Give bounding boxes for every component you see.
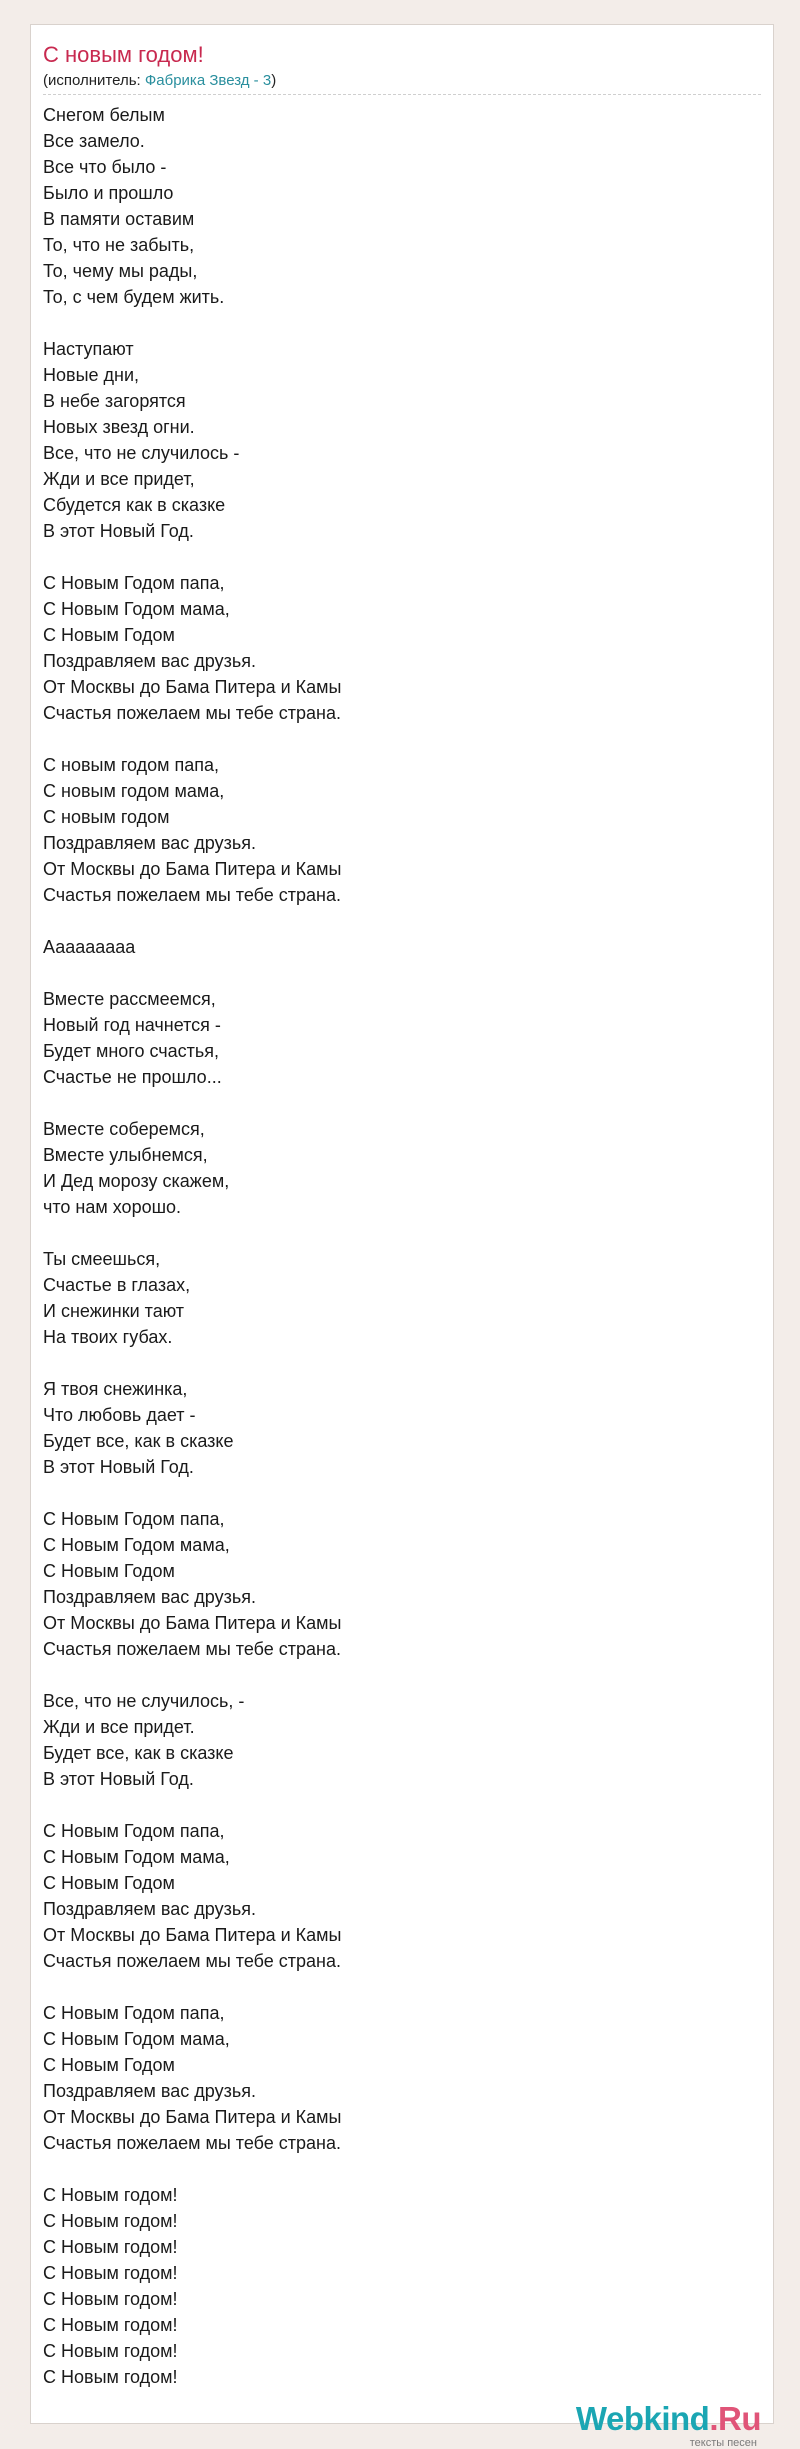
lyric-line: С Новым Годом мама,	[43, 2029, 230, 2049]
lyric-line: С Новым годом!	[43, 2237, 178, 2257]
lyrics-stanza	[43, 1688, 342, 1792]
lyric-line: Поздравляем вас друзья.	[43, 2081, 256, 2101]
lyrics-stanza	[43, 102, 342, 310]
lyric-line: Счастья пожелаем мы тебе страна.	[43, 1639, 341, 1659]
lyrics-stanza	[43, 752, 342, 908]
lyric-line: Жди и все придет.	[43, 1717, 195, 1737]
lyric-line: Счастье не прошло...	[43, 1067, 222, 1087]
lyric-line: Все, что не случилось, -	[43, 1691, 245, 1711]
lyric-line: Будет все, как в сказке	[43, 1431, 234, 1451]
lyric-line: Все, что не случилось -	[43, 443, 240, 463]
lyric-line: То, чему мы рады,	[43, 261, 198, 281]
lyric-line: С Новым годом!	[43, 2211, 178, 2231]
lyric-line: От Москвы до Бама Питера и Камы	[43, 1925, 342, 1945]
artist-line	[43, 72, 276, 90]
lyric-line: Вместе улыбнемся,	[43, 1145, 208, 1165]
lyrics-stanza	[43, 2182, 342, 2390]
lyric-line: В этот Новый Год.	[43, 521, 194, 541]
lyric-line: Я твоя снежинка,	[43, 1379, 188, 1399]
lyric-line: С Новым Годом	[43, 2055, 175, 2075]
lyric-line: В памяти оставим	[43, 209, 195, 229]
lyric-line: В этот Новый Год.	[43, 1457, 194, 1477]
lyric-line: С Новым годом!	[43, 2315, 178, 2335]
song-title: С новым годом!	[43, 42, 204, 67]
artist-link[interactable]: Фабрика Звезд - 3	[144, 72, 272, 89]
lyric-line: С Новым Годом мама,	[43, 599, 230, 619]
lyric-line: И снежинки тают	[43, 1301, 185, 1321]
lyric-line: С Новым Годом папа,	[43, 573, 225, 593]
lyric-line: Счастья пожелаем мы тебе страна.	[43, 1951, 341, 1971]
lyric-line: С Новым Годом папа,	[43, 2003, 225, 2023]
lyric-line: Вместе соберемся,	[43, 1119, 205, 1139]
lyric-line: Поздравляем вас друзья.	[43, 1587, 256, 1607]
lyric-line: В небе загорятся	[43, 391, 186, 411]
lyrics-stanza	[43, 2000, 342, 2156]
lyric-line: То, с чем будем жить.	[43, 287, 225, 307]
lyric-line: Поздравляем вас друзья.	[43, 651, 256, 671]
lyrics-stanza	[43, 1116, 342, 1220]
lyrics-body	[43, 102, 342, 2390]
logo-brand	[576, 2401, 761, 2437]
lyric-line: С новым годом	[43, 807, 170, 827]
logo-brand-main: Webkind	[575, 2400, 710, 2437]
artist-suffix: )	[271, 72, 277, 89]
lyric-line: С Новым годом!	[43, 2185, 178, 2205]
lyric-line: Поздравляем вас друзья.	[43, 833, 256, 853]
lyric-line: Было и прошло	[43, 183, 174, 203]
logo-tagline: тексты песен	[689, 2437, 757, 2449]
lyric-line: То, что не забыть,	[43, 235, 195, 255]
lyric-line: От Москвы до Бама Питера и Камы	[43, 1613, 342, 1633]
lyric-line: От Москвы до Бама Питера и Камы	[43, 859, 342, 879]
lyrics-stanza	[43, 986, 342, 1090]
title-divider	[43, 94, 761, 95]
lyric-line: Счастья пожелаем мы тебе страна.	[43, 885, 341, 905]
lyric-line: С Новым Годом	[43, 1561, 175, 1581]
lyric-line: Ааааааааа	[43, 937, 136, 957]
lyric-line: Снегом белым	[43, 105, 165, 125]
lyric-line: От Москвы до Бама Питера и Камы	[43, 677, 342, 697]
lyric-line: Все что было -	[43, 157, 167, 177]
lyric-line: Будет много счастья,	[43, 1041, 220, 1061]
lyric-line: В этот Новый Год.	[43, 1769, 194, 1789]
lyric-line: Вместе рассмеемся,	[43, 989, 216, 1009]
lyrics-stanza	[43, 934, 342, 960]
lyric-line: Новых звезд огни.	[43, 417, 195, 437]
lyric-line: Все замело.	[43, 131, 145, 151]
lyrics-card	[30, 24, 774, 2449]
lyric-line: С Новым Годом	[43, 1873, 175, 1893]
artist-prefix: (исполнитель:	[43, 72, 145, 89]
lyrics-stanza	[43, 570, 342, 726]
lyric-line: С Новым годом!	[43, 2367, 178, 2387]
lyric-line: что нам хорошо.	[43, 1197, 182, 1217]
lyric-line: На твоих губах.	[43, 1327, 173, 1347]
lyric-line: Счастье в глазах,	[43, 1275, 191, 1295]
lyrics-stanza	[43, 1376, 342, 1480]
lyric-line: С Новым годом!	[43, 2289, 178, 2309]
lyric-line: С Новым Годом	[43, 625, 175, 645]
lyric-line: Новые дни,	[43, 365, 140, 385]
lyric-line: Наступают	[43, 339, 134, 359]
lyric-line: С новым годом папа,	[43, 755, 220, 775]
lyric-line: С Новым Годом папа,	[43, 1821, 225, 1841]
lyric-line: Поздравляем вас друзья.	[43, 1899, 256, 1919]
lyric-line: С Новым Годом мама,	[43, 1847, 230, 1867]
lyric-line: И Дед морозу скажем,	[43, 1171, 230, 1191]
lyric-line: С Новым годом!	[43, 2263, 178, 2283]
lyric-line: Жди и все придет,	[43, 469, 195, 489]
lyric-line: Ты смеешься,	[43, 1249, 161, 1269]
lyric-line: С Новым годом!	[43, 2341, 178, 2361]
lyric-line: С новым годом мама,	[43, 781, 225, 801]
lyric-line: Что любовь дает -	[43, 1405, 196, 1425]
lyric-line: Будет все, как в сказке	[43, 1743, 234, 1763]
logo-brand-tld: .Ru	[709, 2400, 761, 2437]
lyric-line: Сбудется как в сказке	[43, 495, 226, 515]
lyric-line: Счастья пожелаем мы тебе страна.	[43, 703, 341, 723]
lyrics-stanza	[43, 1506, 342, 1662]
lyric-line: От Москвы до Бама Питера и Камы	[43, 2107, 342, 2127]
lyrics-stanza	[43, 1246, 342, 1350]
lyric-line: Новый год начнется -	[43, 1015, 221, 1035]
lyrics-stanza	[43, 336, 342, 544]
lyric-line: С Новым Годом мама,	[43, 1535, 230, 1555]
lyric-line: Счастья пожелаем мы тебе страна.	[43, 2133, 341, 2153]
lyrics-stanza	[43, 1818, 342, 1974]
lyric-line: С Новым Годом папа,	[43, 1509, 225, 1529]
webkind-logo[interactable]	[571, 2401, 761, 2449]
